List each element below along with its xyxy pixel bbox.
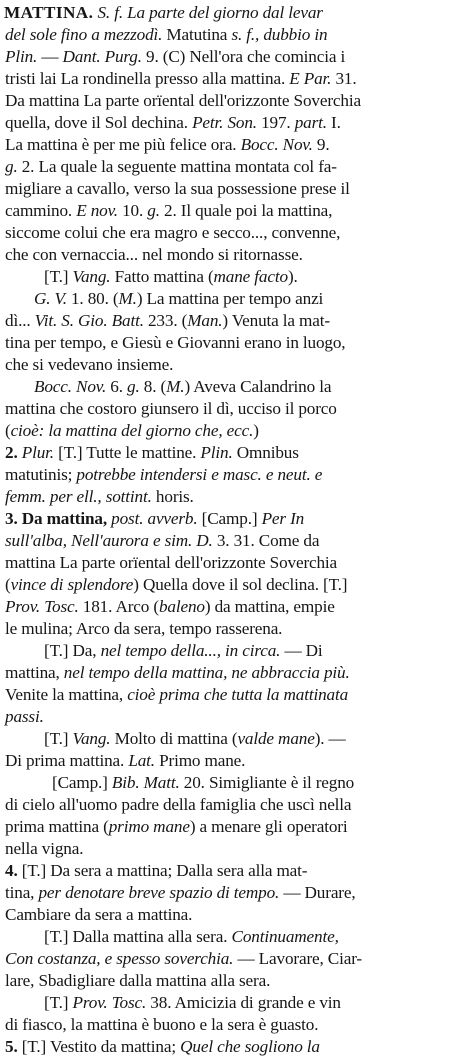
entry-text-segment: mane facto (213, 267, 288, 286)
entry-text-segment: siccome colui che era magro e secco..., convenne, (5, 223, 341, 242)
entry-line (44, 926, 457, 950)
entry-line (5, 112, 457, 136)
entry-line (5, 684, 457, 708)
entry-text-segment: dì... (5, 311, 35, 330)
entry-text-segment: ) a menare gli operatori (189, 817, 348, 836)
entry-text-segment: 2. (5, 443, 22, 462)
entry-text-segment: Quel che sogliono la (180, 1037, 320, 1056)
entry-line (44, 992, 457, 1016)
entry-text-segment: — Durare, (279, 883, 356, 902)
entry-text-segment: 3. 31. Come da (212, 531, 320, 550)
entry-text-segment: Bocc. Nov. (240, 135, 313, 154)
entry-text-segment: Matutina (162, 25, 232, 44)
entry-text-segment: ). (287, 267, 298, 286)
entry-text-segment: cioè prima che tutta la mattinata (127, 685, 349, 704)
entry-line (5, 662, 457, 686)
entry-line (5, 46, 457, 70)
entry-text-segment: ( (5, 421, 11, 440)
entry-line (5, 332, 457, 356)
entry-line (5, 134, 457, 158)
entry-text-segment: tina, (5, 883, 39, 902)
entry-text-segment: 197. (256, 113, 295, 132)
entry-text-segment: Bocc. Nov. (34, 377, 107, 396)
entry-text-segment: tina per tempo, e Giesù e Giovanni erano in luogo, (5, 333, 346, 352)
entry-text-segment: Fatto mattina ( (110, 267, 214, 286)
entry-text-segment: Petr. Son. (192, 113, 257, 132)
entry-line (5, 442, 457, 466)
entry-line (5, 222, 457, 246)
entry-text-segment: di cielo all'uomo padre della famiglia che uscì nella (5, 795, 352, 814)
entry-text-segment: ) (253, 421, 259, 440)
entry-text-segment: — Lavorare, Ciar- (233, 949, 363, 968)
entry-text-segment: matutinis; (5, 465, 77, 484)
entry-text-segment: mattina La parte orïental dell'orizzonte Soverchia (5, 553, 338, 572)
entry-line (5, 530, 457, 554)
entry-line (5, 156, 457, 180)
entry-text-segment: 8. ( (139, 377, 167, 396)
entry-line (5, 882, 457, 906)
entry-text-segment: 1. 80. ( (66, 289, 119, 308)
entry-text-segment: Per In (261, 509, 305, 528)
entry-text-segment: baleno (158, 597, 205, 616)
entry-text-segment: Vang. (72, 267, 111, 286)
entry-text-segment: cammino. (5, 201, 77, 220)
entry-text-segment: mattina che costoro giunsero il dì, ucciso il porco (5, 399, 337, 418)
entry-text-segment: potrebbe intendersi e masc. e neut. e (76, 465, 323, 484)
entry-text-segment: femm. per ell., sottint. (5, 487, 152, 506)
entry-text-segment: [T.] Da, (44, 641, 101, 660)
entry-text-segment: ) La mattina per tempo anzi (136, 289, 324, 308)
entry-text-segment: Vang. (72, 729, 111, 748)
entry-text-segment: le mulina; Arco da sera, tempo rasserena. (5, 619, 283, 638)
entry-text-segment: primo mane (108, 817, 190, 836)
entry-text-segment: g. (5, 157, 18, 176)
entry-text-segment: Prov. Tosc. (72, 993, 147, 1012)
entry-text-segment: 10. (117, 201, 148, 220)
entry-line (5, 68, 457, 92)
entry-text-segment: Molto di mattina ( (110, 729, 238, 748)
entry-text-segment: 181. Arco ( (78, 597, 159, 616)
entry-text-segment: E Par. (289, 69, 332, 88)
entry-text-segment: ) da mattina, empie (204, 597, 335, 616)
entry-text-segment: di fiasco, la mattina è buono e la sera è guasto. (5, 1015, 319, 1034)
entry-text-segment: Venite la mattina, (5, 685, 128, 704)
entry-line (34, 288, 457, 312)
entry-text-segment: E nov. (76, 201, 118, 220)
entry-text-segment: f. (114, 3, 123, 22)
entry-text-segment: — Di (280, 641, 323, 660)
entry-text-segment: 20. Simigliante è il regno (179, 773, 355, 792)
entry-text-segment: [T.] Dalla mattina alla sera. (44, 927, 232, 946)
entry-text-segment: 31. (331, 69, 357, 88)
entry-text-segment: Di prima mattina. (5, 751, 129, 770)
entry-text-segment: ) Aveva Calandrino la (184, 377, 332, 396)
entry-text-segment: valde mane (237, 729, 315, 748)
entry-line (44, 728, 457, 752)
entry-text-segment: Plur. (21, 443, 54, 462)
entry-text-segment: 4. (5, 861, 22, 880)
entry-text-segment: nella vigna. (5, 839, 84, 858)
entry-text-segment: s. f., dubbio in (231, 25, 328, 44)
entry-text-segment: quella, dove il Sol dechina. (5, 113, 193, 132)
entry-line (5, 486, 457, 510)
entry-line (5, 24, 457, 48)
entry-line (5, 618, 457, 642)
entry-text-segment: ) Venuta la mat- (222, 311, 330, 330)
entry-line (5, 706, 457, 730)
entry-text-segment: Lat. (128, 751, 155, 770)
entry-text-segment: del sole fino a mezzodì. (5, 25, 163, 44)
entry-text-segment: Continuamente, (231, 927, 339, 946)
entry-text-segment: Cambiare da sera a mattina. (5, 905, 193, 924)
entry-text-segment: G. V. (34, 289, 67, 308)
entry-text-segment: 38. Amicizia di grande e vin (146, 993, 341, 1012)
entry-text-segment: post. avverb. (111, 509, 198, 528)
entry-line (5, 904, 457, 928)
entry-text-segment: g. (147, 201, 160, 220)
entry-line (5, 574, 457, 598)
entry-text-segment: Bib. Matt. (111, 773, 180, 792)
entry-line (5, 200, 457, 224)
entry-text-segment: Vit. S. Gio. Batt. (34, 311, 144, 330)
entry-text-segment: — (37, 47, 63, 66)
entry-text-segment: Plin. (5, 47, 38, 66)
entry-line (5, 970, 457, 994)
entry-text-segment: nel tempo della..., in circa. (100, 641, 281, 660)
entry-line (5, 750, 457, 774)
entry-text-segment: Dant. Purg. (62, 47, 142, 66)
entry-line (5, 1036, 457, 1060)
entry-text-segment: prima mattina ( (5, 817, 109, 836)
entry-text-segment: ( (5, 575, 11, 594)
entry-text-segment: cioè: la mattina del giorno che, ecc. (10, 421, 254, 440)
entry-line (5, 464, 457, 488)
entry-text-segment: sull'alba, Nell'aurora e sim. (5, 531, 193, 550)
entry-text-segment: [T.] (44, 993, 73, 1012)
entry-text-segment: Omnibus (232, 443, 299, 462)
entry-line (5, 310, 457, 334)
entry-text-segment: Man. (187, 311, 223, 330)
entry-line (5, 552, 457, 576)
entry-text-segment: 9. (312, 135, 330, 154)
entry-text-segment: 9. (C) Nell'ora che comincia i (141, 47, 346, 66)
entry-text-segment: ) Quella dove il sol declina. [T.] (133, 575, 348, 594)
entry-text-segment: passi. (5, 707, 44, 726)
entry-line (5, 244, 457, 268)
entry-line (44, 266, 457, 290)
entry-text-segment: Con costanza, e spesso soverchia. (5, 949, 234, 968)
entry-text-segment: Da mattina, (21, 509, 107, 528)
entry-text-segment: 2. Il quale poi la mattina, (159, 201, 333, 220)
entry-text-segment: Plin. (200, 443, 233, 462)
entry-line (5, 90, 457, 114)
entry-line (52, 772, 457, 796)
entry-text-segment: horis. (151, 487, 194, 506)
entry-text-segment: [Camp.] (52, 773, 112, 792)
entry-text-segment: [T.] Vestito da mattina; (21, 1037, 181, 1056)
entry-text-segment: La parte del giorno dal levar (122, 3, 323, 22)
entry-line (5, 948, 457, 972)
entry-text-segment: [Camp.] (197, 509, 262, 528)
entry-text-segment: Da mattina La parte orïental dell'orizzonte Soverchia (5, 91, 361, 110)
entry-text-segment: La mattina è per me più felice ora. (5, 135, 241, 154)
entry-line (5, 860, 457, 884)
entry-line (5, 420, 457, 444)
headword: MATTINA. (4, 3, 94, 22)
entry-text-segment: [T.] Tutte le mattine. (53, 443, 201, 462)
entry-text-segment: [T.] (44, 267, 73, 286)
entry-text-segment: M. (166, 377, 185, 396)
entry-line (44, 640, 457, 664)
entry-text-segment: S. (93, 3, 115, 22)
entry-line (5, 398, 457, 422)
entry-text-segment: 6. (106, 377, 128, 396)
entry-text-segment: che con vernaccia... nel mondo si ritornasse. (5, 245, 303, 264)
entry-line (5, 596, 457, 620)
entry-text-segment: mattina, (5, 663, 64, 682)
entry-text-segment: 2. La quale la seguente mattina montata col fa- (17, 157, 337, 176)
entry-line (5, 354, 457, 378)
entry-line (5, 178, 457, 202)
entry-text-segment: part. (294, 113, 327, 132)
entry-text-segment: ). — (314, 729, 346, 748)
entry-text-segment: che si vedevano insieme. (5, 355, 174, 374)
entry-text-segment: vince di splendore (10, 575, 134, 594)
entry-text-segment: migliare a cavallo, verso la sua possessione prese il (5, 179, 350, 198)
entry-line (4, 2, 456, 26)
entry-text-segment: [T.] (44, 729, 73, 748)
entry-text-segment: M. (118, 289, 137, 308)
entry-line (5, 838, 457, 862)
entry-text-segment: 3. (5, 509, 22, 528)
entry-text-segment: g. (127, 377, 140, 396)
entry-text-segment: [T.] Da sera a mattina; Dalla sera alla mat- (21, 861, 308, 880)
entry-text-segment: lare, Sbadigliare dalla mattina alla sera. (5, 971, 271, 990)
entry-text-segment: 233. ( (143, 311, 188, 330)
entry-line (5, 508, 457, 532)
entry-text-segment: tristi lai La rondinella presso alla mattina. (5, 69, 290, 88)
entry-line (5, 1014, 457, 1038)
entry-text-segment: 5. (5, 1037, 22, 1056)
entry-line (5, 794, 457, 818)
entry-text-segment: nel tempo della mattina, ne abbraccia più. (63, 663, 350, 682)
entry-text-segment: Primo mane. (154, 751, 246, 770)
entry-text-segment: per denotare breve spazio di tempo. (38, 883, 280, 902)
entry-line (34, 376, 457, 400)
entry-text-segment: D. (196, 531, 213, 550)
entry-text-segment: Prov. Tosc. (5, 597, 79, 616)
entry-line (5, 816, 457, 840)
entry-text-segment: I. (326, 113, 341, 132)
